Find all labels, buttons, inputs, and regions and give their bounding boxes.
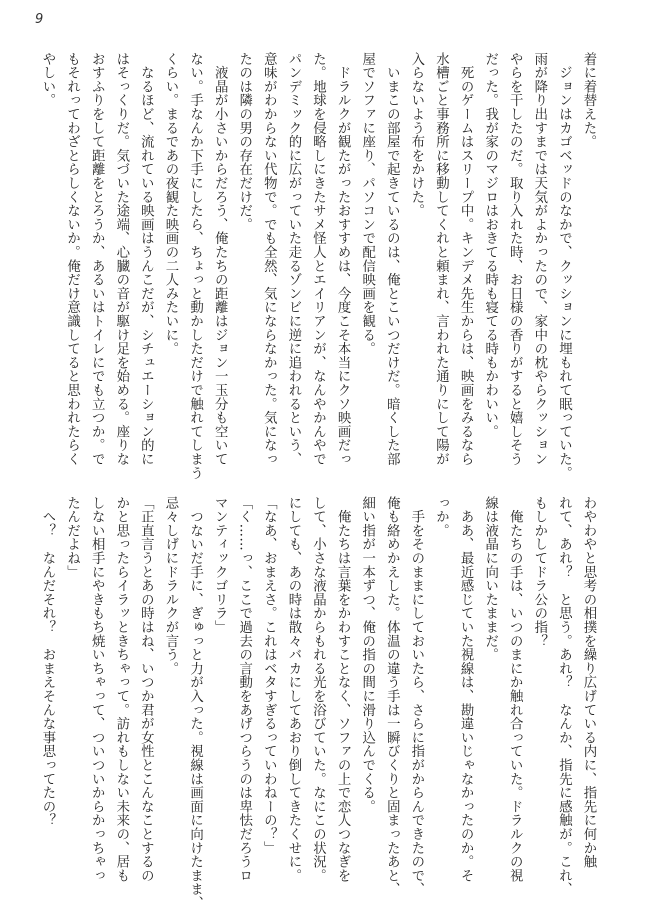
text-line: たのは隣の男の存在だけだ。 bbox=[236, 52, 252, 232]
text-line: 俺たちの手は、いつのまにか触れ合っていた。ドラルクの視 bbox=[507, 496, 523, 883]
text-line: 俺も絡めかえした。体温の違う手は一瞬びくりと固まったあと、 bbox=[384, 496, 400, 897]
text-line: なるほど、流れている映画はうんこだが、シチュエーション的に bbox=[138, 52, 154, 466]
text-line: マンティックゴリラ」 bbox=[212, 496, 228, 634]
text-line: しない相手にやきもち焼いちゃって、ついついからかっちゃっ bbox=[89, 496, 105, 883]
text-line: 屋でソファに座り、パソコンで配信映画を観る。 bbox=[359, 52, 375, 356]
text-line: 雨が降り出すまでは天気がよかったので、家中の枕やらクッション bbox=[531, 52, 547, 466]
top-text-block bbox=[40, 52, 596, 480]
text-line: れて、あれ？ と思う。あれ？ なんか、指先に感触が。これ、 bbox=[556, 496, 572, 897]
text-line: つないだ手に、ぎゅっと力が入った。視線は画面に向けたまま、 bbox=[187, 496, 203, 910]
text-line: やらを干したのだ。取り入れた時、お日様の香りがすると嬉しそう bbox=[507, 52, 523, 466]
text-line: ない。手なんか下手にしたら、ちょっと動かしただけで触れてしまう bbox=[187, 52, 203, 480]
text-line: へ？ なんだそれ？ おまえそんな事思ってたの？ bbox=[40, 496, 55, 828]
page-number: 9 bbox=[35, 12, 44, 27]
text-line: 「正直言うとあの時はね、いつか君が女性とこんなことするの bbox=[138, 496, 154, 883]
text-line: おすふりをして距離をとろうか、あるいはトイレにでも立つか。で bbox=[89, 52, 105, 466]
text-line: 細い指が一本ずつ、俺の指の間に滑り込んでくる。 bbox=[359, 496, 375, 814]
text-line: かと思ったらイラッときちゃって。訪れもしない未来の、居も bbox=[113, 496, 129, 883]
bottom-text-block bbox=[40, 496, 596, 910]
text-line: 「なあ、おまえさ。これはベタすぎるっていわねーの？」 bbox=[261, 496, 277, 855]
text-line: だった。我が家のマジロはおきてる時も寝てる時もかわいい。 bbox=[482, 52, 498, 439]
text-line: ドラルクが観たがったおすすめは、今度こそ本当にクソ映画だっ bbox=[335, 52, 351, 466]
text-line: 液晶が小さいからだろう、俺たちの距離はジョン一玉分も空いて bbox=[212, 52, 228, 466]
text-line: 着に着替えた。 bbox=[581, 52, 596, 149]
text-line: パンデミック的に広がっていた走るゾンビに逆に追われるという、 bbox=[285, 52, 301, 466]
text-line: 死のゲームはスリープ中。キンデメ先生からは、映画をみるなら bbox=[458, 52, 474, 466]
text-line: 水槽ごと事務所に移動してくれと頼まれ、言われた通りにして陽が bbox=[433, 52, 449, 466]
text-line: もしかしてドラ公の指？ bbox=[531, 496, 547, 648]
text-line: して、小さな液晶からもれる光を浴びていた。なにこの状況。 bbox=[310, 496, 326, 883]
text-line: いまこの部屋で起きているのは、俺とこいつだけだ。暗くした部 bbox=[384, 52, 400, 466]
text-line: 俺たちは言葉をかわすことなく、ソファの上で恋人つなぎを bbox=[335, 496, 351, 883]
text-line: ジョンはカゴベッドのなかで、クッションに埋もれて眠っていた。 bbox=[556, 52, 572, 480]
text-line: 意味がわからない代物で。でも全然、気にならなかった。気になっ bbox=[261, 52, 277, 466]
text-line: 忌々しげにドラルクが言う。 bbox=[162, 496, 178, 676]
text-line: っか。 bbox=[433, 496, 449, 538]
text-line: たんだよね」 bbox=[64, 496, 80, 579]
text-line: もそれってわざとらしくないか。俺だけ意識してると思われたらく bbox=[64, 52, 80, 466]
text-line: 手をそのままにしておいたら、さらに指がからんできたので、 bbox=[408, 496, 424, 897]
text-line: やしい。 bbox=[40, 52, 55, 108]
text-line: わやわやと思考の相撲を繰り広げている内に、指先に何か触 bbox=[581, 496, 596, 869]
text-line: 「く……っ、ここで過去の言動をあげつらうのは卑怯だろうロ bbox=[236, 496, 252, 883]
text-line: はそっくりだ。気づいた途端、心臓の音が駆け足を始める。座りな bbox=[113, 52, 129, 466]
text-line: た。地球を侵略しにきたサメ怪人とエイリアンが、なんやかんやで bbox=[310, 52, 326, 466]
text-line: 線は液晶に向いたままだ。 bbox=[482, 496, 498, 662]
text-line: くらい。まるであの夜観た映画の二人みたいに。 bbox=[162, 52, 178, 356]
text-line: 入らないよう布をかけた。 bbox=[408, 52, 424, 218]
text-line: にしても、あの時は散々バカにしてあおり倒してきたくせに。 bbox=[285, 496, 301, 883]
text-line: ああ、最近感じていた視線は、勘違いじゃなかったのか。そ bbox=[458, 496, 474, 883]
